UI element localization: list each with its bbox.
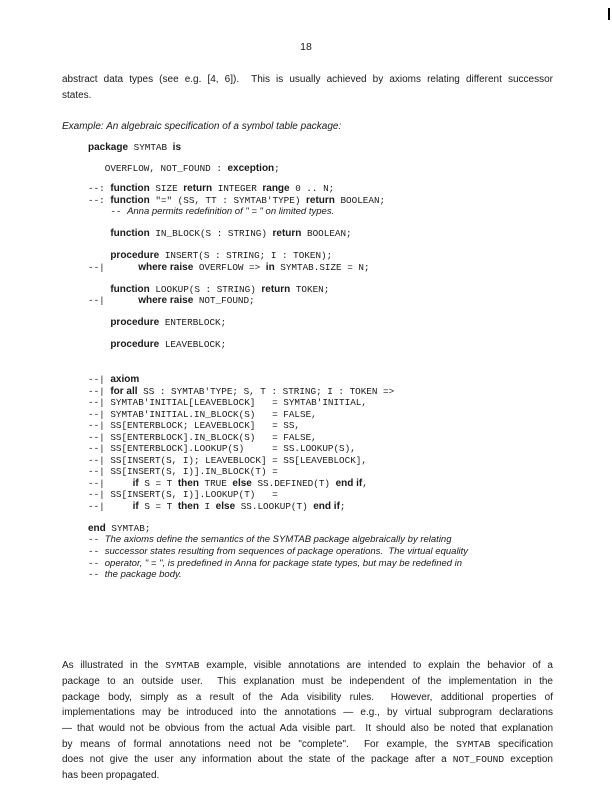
text-segment: implementations may be introduced into the annotations — e.g., by virtual subprogram declarations xyxy=(62,707,553,718)
code-text: OVERFLOW => xyxy=(193,262,266,273)
code-text: --| SYMTAB'INITIAL[LEAVEBLOCK] = SYMTAB'INITIAL, xyxy=(88,397,367,408)
keyword: then xyxy=(177,501,199,512)
paragraph-line xyxy=(62,707,553,718)
text-segment: As illustrated in the xyxy=(62,660,166,671)
example-caption: Example: An algebraic specification of a symbol table package: xyxy=(62,121,342,132)
text-segment: package body, simply as a result of the Ada visibility rules. However, additional properties of xyxy=(62,692,553,703)
code-text: --| xyxy=(88,262,139,273)
code-text: SYMTAB.SIZE = N; xyxy=(274,262,370,273)
code-line xyxy=(88,558,462,569)
page-number: 18 xyxy=(300,41,312,53)
text-segment: by means of formal annotations need not be "complete". For example, the xyxy=(62,739,457,750)
code-line xyxy=(88,455,367,466)
keyword: procedure xyxy=(110,317,160,328)
code-text: -- xyxy=(88,206,128,217)
text-segment: specification xyxy=(490,739,554,750)
text-segment: does not give the user any information about the state of the package after a xyxy=(62,754,453,765)
keyword: in xyxy=(265,262,275,273)
keyword: axiom xyxy=(110,374,140,385)
code-line xyxy=(88,409,317,420)
code-text xyxy=(88,228,110,239)
code-line xyxy=(88,163,280,174)
code-text: --: xyxy=(88,183,111,194)
keyword: return xyxy=(305,195,335,206)
code-line xyxy=(88,386,394,397)
keyword: else xyxy=(232,478,252,489)
code-text: "=" (SS, TT : SYMTAB'TYPE) xyxy=(149,195,306,206)
code-line xyxy=(88,489,278,500)
code-text: -- xyxy=(88,569,105,580)
keyword: for all xyxy=(110,386,138,397)
code-text: SS : SYMTAB'TYPE; S, T : STRING; I : TOKEN => xyxy=(137,386,395,397)
code-text: BOOLEAN; xyxy=(334,195,386,206)
code-line xyxy=(88,142,181,153)
text-segment: package to an outside user. This explanation must be independent of the implementation in the xyxy=(62,676,553,687)
code-line xyxy=(88,295,255,306)
code-text: I xyxy=(198,501,216,512)
code-text: --| SS[INSERT(S, I)].LOOKUP(T) = xyxy=(88,489,278,500)
code-text: 0 .. N; xyxy=(289,183,335,194)
code-text: IN_BLOCK(S : STRING) xyxy=(149,228,273,239)
keyword: then xyxy=(177,478,199,489)
code-text: --| xyxy=(88,501,133,512)
code-text: ENTERBLOCK; xyxy=(159,317,227,328)
keyword: function xyxy=(110,228,150,239)
keyword: if xyxy=(132,478,139,489)
code-text: -- xyxy=(88,534,105,545)
code-line xyxy=(88,262,370,273)
code-line xyxy=(88,195,385,206)
code-text: --| SS[INSERT(S, I)].IN_BLOCK(T) = xyxy=(88,466,278,477)
code-text: , xyxy=(362,478,368,489)
code-comment: operator, " = ", is predefined in Anna for package state types, but may be redefined in xyxy=(104,558,463,569)
keyword: procedure xyxy=(110,339,160,350)
code-line xyxy=(88,420,300,431)
keyword: return xyxy=(183,183,213,194)
code-text: --| xyxy=(88,374,111,385)
keyword: return xyxy=(272,228,302,239)
text-segment: example, visible annotations are intended to explain the behavior of a xyxy=(199,660,553,671)
code-line xyxy=(88,339,226,350)
code-text xyxy=(88,284,110,295)
text-segment: has been propagated. xyxy=(62,770,160,781)
paragraph-line xyxy=(62,739,553,750)
code-line xyxy=(88,523,150,534)
code-line xyxy=(88,432,317,443)
inline-code: SYMTAB xyxy=(165,660,200,671)
code-text: INTEGER xyxy=(212,183,263,194)
code-text: NOT_FOUND; xyxy=(193,295,255,306)
keyword: where raise xyxy=(138,295,194,306)
paragraph-line xyxy=(62,74,553,85)
inline-code: SYMTAB xyxy=(456,739,491,750)
paragraph-line xyxy=(62,90,553,101)
code-text xyxy=(88,250,110,261)
text-segment: — that would not be obvious from the actual Ada visible part. It should also be noted that explanation xyxy=(62,723,553,734)
code-line xyxy=(88,569,182,580)
paragraph-line xyxy=(62,692,553,703)
code-text xyxy=(88,317,110,328)
code-text: --| xyxy=(88,295,139,306)
text-segment: abstract data types (see e.g. [4, 6]). This is usually achieved by axioms relating different successor xyxy=(62,74,553,85)
paragraph-line xyxy=(62,723,553,734)
code-text: ; xyxy=(339,501,346,512)
keyword: else xyxy=(215,501,236,512)
code-comment: The axioms define the semantics of the SYMTAB package algebraically by relating xyxy=(104,534,452,545)
code-line xyxy=(88,228,352,239)
code-line xyxy=(88,284,329,295)
code-text: SYMTAB; xyxy=(105,523,151,534)
code-line xyxy=(88,317,226,328)
code-text: LEAVEBLOCK; xyxy=(159,339,227,350)
keyword: function xyxy=(110,183,150,194)
code-text: S = T xyxy=(138,501,178,512)
keyword: return xyxy=(261,284,291,295)
paragraph-line xyxy=(62,770,553,781)
inline-code: NOT_FOUND xyxy=(452,754,505,765)
code-text: --| xyxy=(88,386,111,397)
code-text: --| SS[ENTERBLOCK; LEAVEBLOCK] = SS, xyxy=(88,420,301,431)
text-segment: states. xyxy=(62,90,92,101)
keyword: end if xyxy=(335,478,363,489)
keyword: end xyxy=(88,523,106,534)
code-text: TRUE xyxy=(198,478,233,489)
code-line xyxy=(88,397,367,408)
code-text: --| SYMTAB'INITIAL.IN_BLOCK(S) = FALSE, xyxy=(88,409,317,420)
code-line xyxy=(88,546,468,557)
code-comment: the package body. xyxy=(104,569,182,580)
keyword: function xyxy=(110,195,150,206)
code-text: ; xyxy=(274,163,280,174)
code-text: --| SS[ENTERBLOCK].IN_BLOCK(S) = FALSE, xyxy=(88,432,317,443)
code-text: --| SS[ENTERBLOCK].LOOKUP(S) = SS.LOOKUP(S), xyxy=(88,443,356,454)
code-text: SIZE xyxy=(149,183,184,194)
code-line xyxy=(88,443,356,454)
code-text: INSERT(S : STRING; I : TOKEN); xyxy=(159,250,333,261)
code-text: SS.DEFINED(T) xyxy=(251,478,336,489)
code-line xyxy=(88,534,452,545)
keyword: procedure xyxy=(110,250,160,261)
code-text: -- xyxy=(88,558,105,569)
keyword: function xyxy=(110,284,150,295)
keyword: exception xyxy=(227,163,275,174)
paragraph-line xyxy=(62,660,553,671)
text-segment: exception xyxy=(504,754,553,765)
code-comment: successor states resulting from sequences of package operations. The virtual equality xyxy=(104,546,469,557)
code-text: --: xyxy=(88,195,111,206)
code-line xyxy=(88,183,334,194)
code-text: SYMTAB xyxy=(128,142,173,153)
paragraph-line xyxy=(62,676,553,687)
code-line xyxy=(88,478,368,489)
keyword: range xyxy=(262,183,290,194)
code-text: LOOKUP(S : STRING) xyxy=(149,284,262,295)
keyword: is xyxy=(172,142,182,153)
code-text: --| xyxy=(88,478,133,489)
code-line xyxy=(88,374,139,385)
code-text: BOOLEAN; xyxy=(301,228,352,239)
code-text: TOKEN; xyxy=(290,284,330,295)
paragraph-line xyxy=(62,754,553,765)
code-text: --| SS[INSERT(S, I); LEAVEBLOCK] = SS[LEAVEBLOCK], xyxy=(88,455,367,466)
code-text: -- xyxy=(88,546,105,557)
code-text: SS.LOOKUP(T) xyxy=(235,501,314,512)
page-edge-mark xyxy=(608,8,610,20)
code-text: S = T xyxy=(138,478,178,489)
code-text xyxy=(88,339,110,350)
code-text: OVERFLOW, NOT_FOUND : xyxy=(88,163,228,174)
keyword: where raise xyxy=(138,262,194,273)
code-line xyxy=(88,466,278,477)
code-comment: Anna permits redefinition of " = " on limited types. xyxy=(127,206,335,217)
code-line xyxy=(88,206,334,217)
keyword: if xyxy=(132,501,139,512)
code-line xyxy=(88,250,332,261)
keyword: package xyxy=(88,142,129,153)
code-line xyxy=(88,501,346,512)
keyword: end if xyxy=(313,501,340,512)
